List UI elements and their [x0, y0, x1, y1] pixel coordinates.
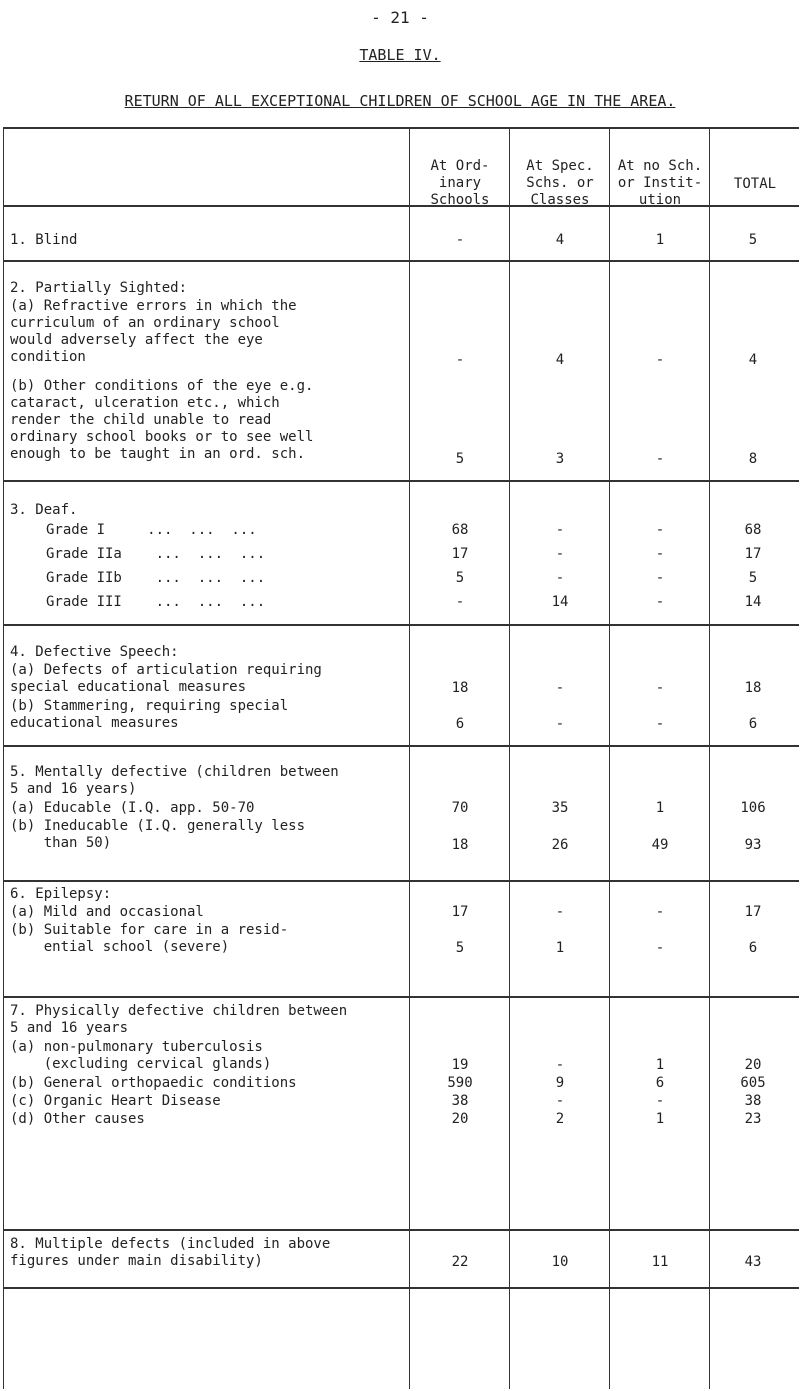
- row-label-deaf-grade: Grade IIa ... ... ...: [46, 546, 266, 562]
- cell-value: 5: [748, 232, 758, 248]
- cell-value: 11: [651, 1254, 669, 1270]
- cell-value: 14: [744, 594, 762, 610]
- cell-value: 8: [748, 451, 758, 467]
- section-label-physically-defective: 7. Physically defective children between 5 and 16 years: [10, 1003, 348, 1036]
- table-border-bottom: [3, 1287, 799, 1289]
- cell-value: 5: [455, 940, 465, 956]
- cell-value: -: [655, 522, 665, 538]
- cell-value: 19: [451, 1057, 469, 1073]
- cell-value: -: [655, 570, 665, 586]
- cell-value: 38: [451, 1093, 469, 1109]
- cell-value: 5: [748, 570, 758, 586]
- section-label-defective-speech: 4. Defective Speech:: [10, 644, 179, 660]
- table-border-left: [3, 127, 4, 1389]
- table-label-text: TABLE IV.: [359, 46, 441, 64]
- row-label-deaf-grade: Grade III ... ... ...: [46, 594, 266, 610]
- cell-value: 43: [744, 1254, 762, 1270]
- row-label-tuberculosis: (a) non-pulmonary tuberculosis (excluding cervical glands): [10, 1039, 272, 1072]
- cell-value: 35: [551, 800, 569, 816]
- column-header-no-school: At no Sch. or Instit- ution: [617, 158, 703, 208]
- cell-value: -: [555, 716, 565, 732]
- cell-value: -: [455, 352, 465, 368]
- cell-value: 38: [744, 1093, 762, 1109]
- cell-value: -: [655, 1093, 665, 1109]
- cell-value: -: [655, 904, 665, 920]
- row-label-deaf-grade: Grade IIb ... ... ...: [46, 570, 266, 586]
- cell-value: 6: [655, 1075, 665, 1091]
- row-label-refractive-errors: (a) Refractive errors in which the curriculum of an ordinary school would adversely affect the eye condition: [10, 298, 297, 365]
- cell-value: 590: [447, 1075, 473, 1091]
- row-label-heart-disease: (c) Organic Heart Disease: [10, 1093, 221, 1109]
- cell-value: 68: [744, 522, 762, 538]
- cell-value: 93: [744, 837, 762, 853]
- row-divider: [3, 1229, 799, 1231]
- row-label-other-eye-conditions: (b) Other conditions of the eye e.g. cataract, ulceration etc., which render the child unable to read ordinary school books or to see well enough to be taught in an ord. sch.: [10, 378, 314, 462]
- cell-value: 5: [455, 451, 465, 467]
- cell-value: -: [555, 522, 565, 538]
- cell-value: 106: [740, 800, 766, 816]
- cell-value: 5: [455, 570, 465, 586]
- cell-value: 17: [744, 546, 762, 562]
- cell-value: -: [455, 594, 465, 610]
- row-label-multiple-defects: 8. Multiple defects (included in above figures under main disability): [10, 1236, 331, 1269]
- row-divider: [3, 880, 799, 882]
- section-label-partially-sighted: 2. Partially Sighted:: [10, 280, 188, 296]
- cell-value: -: [455, 232, 465, 248]
- row-label-orthopaedic: (b) General orthopaedic conditions: [10, 1075, 297, 1091]
- cell-value: 4: [555, 352, 565, 368]
- cell-value: 2: [555, 1111, 565, 1127]
- column-header-ordinary: At Ord- inary Schools: [430, 158, 490, 208]
- cell-value: 6: [748, 716, 758, 732]
- row-divider: [3, 260, 799, 262]
- cell-value: -: [555, 680, 565, 696]
- cell-value: -: [655, 716, 665, 732]
- cell-value: 605: [740, 1075, 766, 1091]
- section-label-deaf: 3. Deaf.: [10, 502, 78, 518]
- cell-value: 17: [451, 904, 469, 920]
- cell-value: 17: [451, 546, 469, 562]
- cell-value: 1: [655, 1111, 665, 1127]
- page-number: - 21 -: [371, 8, 429, 27]
- cell-value: 22: [451, 1254, 469, 1270]
- cell-value: 68: [451, 522, 469, 538]
- column-header-total: TOTAL: [733, 176, 777, 192]
- cell-value: 70: [451, 800, 469, 816]
- cell-value: 49: [651, 837, 669, 853]
- cell-value: -: [655, 680, 665, 696]
- row-divider: [3, 624, 799, 626]
- cell-value: -: [655, 451, 665, 467]
- cell-value: -: [555, 1057, 565, 1073]
- cell-value: 6: [455, 716, 465, 732]
- cell-value: 4: [748, 352, 758, 368]
- cell-value: 10: [551, 1254, 569, 1270]
- cell-value: 9: [555, 1075, 565, 1091]
- cell-value: 1: [655, 232, 665, 248]
- table-label: [0, 46, 800, 64]
- row-label-ineducable: (b) Ineducable (I.Q. generally less than 50): [10, 818, 306, 851]
- row-label-deaf-grade: Grade I ... ... ...: [46, 522, 257, 538]
- cell-value: 1: [555, 940, 565, 956]
- cell-value: 18: [451, 680, 469, 696]
- row-divider: [3, 745, 799, 747]
- row-label-severe-epilepsy: (b) Suitable for care in a resid- ential school (severe): [10, 922, 289, 955]
- cell-value: -: [555, 904, 565, 920]
- cell-value: -: [655, 546, 665, 562]
- cell-value: 3: [555, 451, 565, 467]
- cell-value: 6: [748, 940, 758, 956]
- row-divider: [3, 480, 799, 482]
- column-divider: [509, 127, 510, 1389]
- row-label-other-causes: (d) Other causes: [10, 1111, 145, 1127]
- section-label-mentally-defective: 5. Mentally defective (children between 5 and 16 years): [10, 764, 339, 797]
- cell-value: -: [555, 1093, 565, 1109]
- column-divider: [609, 127, 610, 1389]
- row-label-educable: (a) Educable (I.Q. app. 50-70: [10, 800, 255, 816]
- cell-value: 14: [551, 594, 569, 610]
- cell-value: -: [655, 352, 665, 368]
- row-label-stammering: (b) Stammering, requiring special educational measures: [10, 698, 289, 731]
- cell-value: 20: [451, 1111, 469, 1127]
- row-divider: [3, 996, 799, 998]
- column-divider: [409, 127, 410, 1389]
- cell-value: 20: [744, 1057, 762, 1073]
- section-label-epilepsy: 6. Epilepsy:: [10, 886, 112, 902]
- cell-value: 4: [555, 232, 565, 248]
- column-divider: [709, 127, 710, 1389]
- page-title-text: RETURN OF ALL EXCEPTIONAL CHILDREN OF SCHOOL AGE IN THE AREA.: [124, 92, 676, 110]
- table-border-top: [3, 127, 799, 129]
- cell-value: 23: [744, 1111, 762, 1127]
- cell-value: 1: [655, 1057, 665, 1073]
- cell-value: -: [555, 546, 565, 562]
- cell-value: -: [555, 570, 565, 586]
- column-header-special: At Spec. Schs. or Classes: [526, 158, 594, 208]
- page-title: [0, 92, 800, 110]
- cell-value: 1: [655, 800, 665, 816]
- cell-value: 26: [551, 837, 569, 853]
- cell-value: -: [655, 594, 665, 610]
- cell-value: 18: [744, 680, 762, 696]
- row-label-blind: 1. Blind: [10, 232, 78, 248]
- cell-value: -: [655, 940, 665, 956]
- cell-value: 17: [744, 904, 762, 920]
- cell-value: 18: [451, 837, 469, 853]
- row-label-articulation: (a) Defects of articulation requiring special educational measures: [10, 662, 322, 695]
- row-label-mild-epilepsy: (a) Mild and occasional: [10, 904, 204, 920]
